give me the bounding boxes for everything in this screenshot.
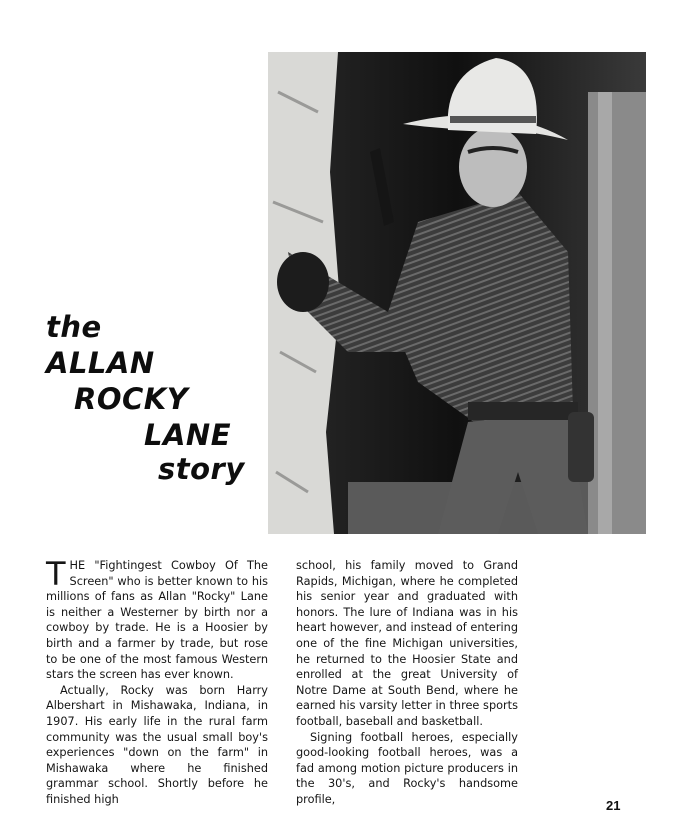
article-column-1 (46, 555, 268, 808)
paragraph-1-text: HE "Fightingest Cowboy Of The Screen" who is better known to his millions of fans as Allan "Rocky" Lane is neither a Westerner by birth nor a cowboy by trade. He is a Hoosier by birth and a farmer by trade, but rose to be one of the most famous Western stars the screen has ever known. (46, 559, 268, 682)
drop-cap: T (46, 555, 66, 593)
title-line-rocky: ROCKY (74, 382, 189, 416)
paragraph-4: Signing football heroes, especially good-looking football heroes, was a fad among motion picture producers in the 30's, and Rocky's handsome profile, (296, 730, 518, 806)
cowboy-photo (268, 52, 646, 534)
cowboy-photo-icon (268, 52, 646, 534)
title-line-lane: LANE (144, 418, 232, 452)
title-line-the: the (46, 310, 102, 344)
page-number: 21 (606, 798, 621, 813)
title-line-allan: ALLAN (46, 346, 155, 380)
paragraph-2: Actually, Rocky was born Harry Albershart in Mishawaka, Indiana, in 1907. His early life in the rural farm community was the usual small boy's experiences "down on the farm" in Mishawaka where he finished grammar school. Shortly before he finished high (46, 683, 268, 806)
paragraph-3: school, his family moved to Grand Rapids, Michigan, where he completed his senior year and graduated with honors. The lure of Indiana was in his heart however, and instead of entering one of the fine Michigan universities, he returned to the Hoosier State and enrolled at the great University of Notre Dame at South Bend, where he earned his varsity letter in three sports football, baseball and basketball. (296, 559, 518, 728)
paragraph-1 (46, 555, 268, 683)
title-line-story: story (158, 452, 245, 486)
article-column-2 (296, 558, 518, 808)
story-title (40, 300, 262, 490)
